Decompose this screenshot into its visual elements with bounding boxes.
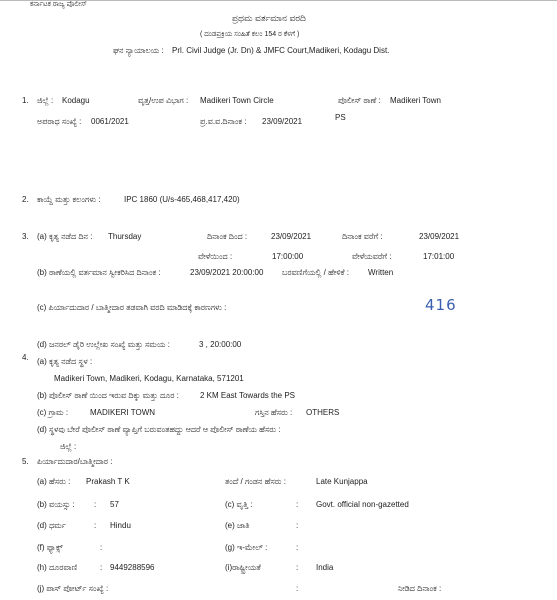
to-time-value: 17:01:00 <box>423 252 455 261</box>
passport-label: (j) ಪಾಸ್ ಪೋರ್ಟ್ ಸಂಖ್ಯೆ : <box>37 584 109 593</box>
religion-colon: : <box>94 521 97 530</box>
phone-label: (h) ದೂರವಾಣಿ <box>37 563 78 572</box>
complainant-title: ಪಿರ್ಯಾದುದಾರ/ಬಾತ್ಮೀದಾರ : <box>37 457 113 466</box>
occupation-value: Govt. official non-gazetted <box>316 500 409 509</box>
fax-colon: : <box>100 543 103 552</box>
gd-reference-value: 3 , 20:00:00 <box>199 340 242 349</box>
direction-value: 2 KM East Towards the PS <box>200 391 296 400</box>
direction-label: (b) ಪೊಲೀಸ್ ಠಾಣೆ ಯಿಂದ ಇರುವ ದಿಕ್ಕು ಮತ್ತು ದೂರ : <box>37 391 179 400</box>
district-value: Kodagu <box>62 96 90 105</box>
fir-date-label: ಪ್ರ.ವ.ವ.ದಿನಾಂಕ : <box>200 117 247 126</box>
name-label: (a) ಹೆಸರು : <box>37 477 71 486</box>
religion-value: Hindu <box>110 521 131 530</box>
to-date-value: 23/09/2021 <box>419 232 460 241</box>
document-title: ಪ್ರಥಮ ವರ್ತಮಾನ ವರದಿ <box>232 13 306 23</box>
crime-number-label: ಅಪರಾಧ ಸಂಖ್ಯೆ : <box>37 117 82 126</box>
issue-date-label: ನೀಡಿದ ದಿನಾಂಕ : <box>398 584 442 593</box>
phone-value: 9449288596 <box>110 563 155 572</box>
caste-colon: : <box>296 521 299 530</box>
place-value: Madikeri Town, Madikeri, Kodagu, Karnataka, 571201 <box>54 374 244 383</box>
fir-date-value: 23/09/2021 <box>262 117 303 126</box>
from-time-label: ವೇಳೆಯಿಂದ : <box>198 252 233 261</box>
offence-day-value: Thursday <box>108 232 142 241</box>
section-4-number: 4. <box>22 353 29 362</box>
section-2-number: 2. <box>22 195 29 204</box>
place-label: (a) ಕೃತ್ಯ ನಡೆದ ಸ್ಥಳ : <box>37 357 93 366</box>
from-date-value: 23/09/2021 <box>271 232 312 241</box>
station-value: Madikeri Town <box>390 96 441 105</box>
agency-header: ಕರ್ನಾಟಕ ರಾಜ್ಯ ಪೊಲೀಸ್ <box>30 1 87 8</box>
offence-day-label: (a) ಕೃತ್ಯ ನಡೆದ ದಿನ : <box>37 232 93 241</box>
age-label: (b) ವಯಸ್ಸು : <box>37 500 75 509</box>
crime-number-value: 0061/2021 <box>91 117 129 126</box>
from-time-value: 17:00:00 <box>272 252 304 261</box>
other-district-label: ಜಿಲ್ಲೆ : <box>60 442 77 451</box>
village-label: (c) ಗ್ರಾಮ : <box>37 408 69 417</box>
handwritten-note: 416 <box>425 296 457 314</box>
age-colon: : <box>94 500 97 509</box>
age-value: 57 <box>110 500 119 509</box>
caste-label: (e) ಜಾತಿ <box>225 521 250 530</box>
station-label: ಪೊಲೀಸ್ ಠಾಣೆ : <box>338 96 381 105</box>
circle-value: Madikeri Town Circle <box>200 96 274 105</box>
info-type-label: ಬರವಣಿಗೆಯಲ್ಲಿ / ಹೇಳಿಕೆ : <box>282 268 350 277</box>
gd-reference-label: (d) ಜನರಲ್ ಡೈರಿ ಉಲ್ಲೇಖ ಸಂಖ್ಯೆ ಮತ್ತು ಸಮಯ : <box>37 340 170 349</box>
name-value: Prakash T K <box>86 477 130 486</box>
delay-reason-label: (c) ಪಿರ್ಯಾದುದಾರ / ಬಾತ್ಮೀದಾರ ತಡವಾಗಿ ವರದಿ ಮಾಡಿದಕ್ಕೆ ಕಾರಣಗಳು : <box>37 303 227 312</box>
to-time-label: ವೇಳೆಯವರೆಗೆ : <box>352 252 392 261</box>
email-label: (g) ಇ-ಮೇಲ್ : <box>225 543 268 552</box>
nationality-value: India <box>316 563 334 572</box>
info-received-value: 23/09/2021 20:00:00 <box>190 268 264 277</box>
nationality-colon: : <box>296 563 299 572</box>
other-station-label: (d) ಸ್ಥಳವು ಬೇರೆ ಪೊಲೀಸ್ ಠಾಣೆ ವ್ಯಾಪ್ತಿಗೆ ಬರುವಂತಹದ್ದು ಆದರೆ ಆ ಪೊಲೀಸ್ ಠಾಣೆಯ ಹೆಸರು : <box>37 425 281 434</box>
passport-colon: : <box>296 584 299 593</box>
court-label: ಘನ ನ್ಯಾಯಾಲಯ : <box>113 46 164 55</box>
section-1-number: 1. <box>22 96 29 105</box>
info-received-label: (b) ಠಾಣೆಯಲ್ಲಿ ವರ್ತಮಾನ ಸ್ವೀಕರಿಸಿದ ದಿನಾಂಕ : <box>37 268 161 277</box>
occupation-label: (c) ವೃತ್ತಿ : <box>225 500 253 509</box>
station-value-cont: PS <box>335 113 346 122</box>
occupation-colon: : <box>296 500 299 509</box>
email-colon: : <box>296 543 299 552</box>
from-date-label: ದಿನಾಂಕ ದಿಂದ : <box>207 232 248 241</box>
father-name-label: ತಂದೆ / ಗಂಡನ ಹೆಸರು : <box>225 477 286 486</box>
fax-label: (f) ಫ್ಯಾಕ್ಸ್ <box>37 543 63 552</box>
section-3-number: 3. <box>22 232 29 241</box>
phone-colon: : <box>100 563 103 572</box>
act-sections-value: IPC 1860 (U/s-465,468,417,420) <box>124 195 240 204</box>
district-label: ಜಿಲ್ಲೆ : <box>37 96 54 105</box>
village-value: MADIKERI TOWN <box>90 408 156 417</box>
section-5-number: 5. <box>22 457 29 466</box>
circle-label: ವೃತ್ತ/ಉಪ ವಿಭಾಗ : <box>138 96 189 105</box>
document-subtitle: ( ದಂಡಪ್ರಕ್ರಿಯ ಸಂಹಿತೆ ಕಲಂ 154 ರ ಕೆಳಗೆ ) <box>200 31 300 38</box>
father-name-value: Late Kunjappa <box>316 477 368 486</box>
beat-label: ಗಸ್ತಿನ ಹೆಸರು : <box>255 408 293 417</box>
beat-value: OTHERS <box>306 408 340 417</box>
to-date-label: ದಿನಾಂಕ ವರೆಗೆ : <box>342 232 383 241</box>
nationality-label: (i)ರಾಷ್ಟ್ರೀಯತೆ <box>225 563 261 572</box>
act-sections-label: ಕಾಯ್ದೆ ಮತ್ತು ಕಲಂಗಳು : <box>37 195 101 204</box>
court-value: Prl. Civil Judge (Jr. Dn) & JMFC Court,Madikeri, Kodagu Dist. <box>172 46 390 55</box>
religion-label: (d) ಧರ್ಮ <box>37 521 66 530</box>
info-type-value: Written <box>368 268 394 277</box>
